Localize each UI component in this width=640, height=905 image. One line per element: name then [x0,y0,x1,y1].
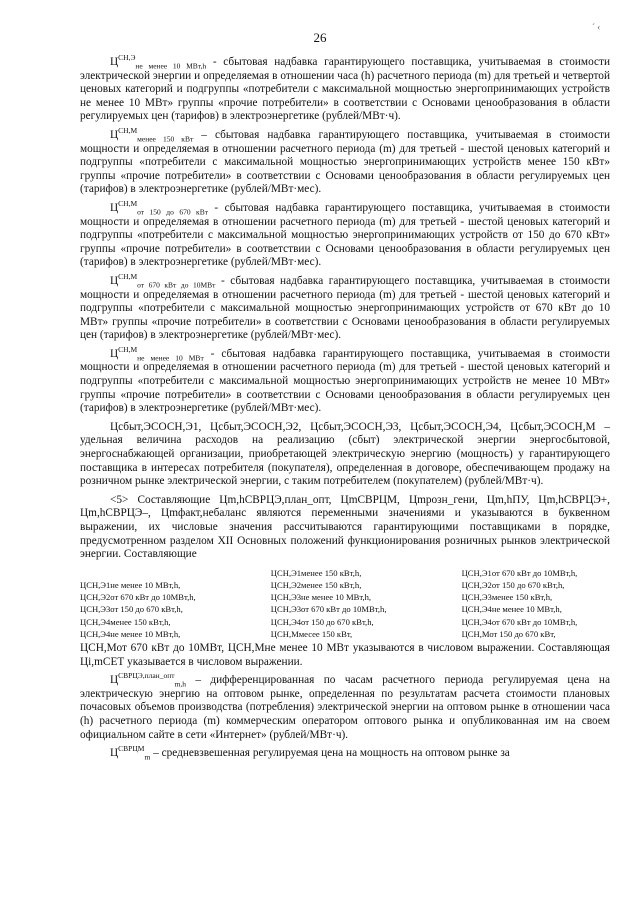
variable-symbols: Цm,hСВРЦЭ,план_опт, ЦmСВРЦМ, Цmрозн_гени, Цm,hПУ, Цm,hСВРЦЭ+, Цm,hСВРЦЭ–, Цmфакт,небаланс [80,493,611,520]
component-symbol-grid [80,567,610,640]
grid-cell: ЦСН,Э2от 670 кВт до 10МВт,h, [80,592,196,603]
grid-cell: ЦСН,Э1менее 150 кВт,h, [270,567,362,578]
grid-cell: ЦСН,Э3от 150 до 670 кВт,h, [80,604,183,615]
grid-cell: ЦСН,Э1от 670 кВт до 10МВт,h, [461,567,578,578]
definition-paragraph: $Ц^{СВРЦМ}_m$ – средневзвешенная регулируемая цена на мощность на оптовом рынке за [110,744,510,762]
grid-cell: ЦСН,Э3менее 150 кВт,h, [461,592,553,603]
grid-cell: ЦСН,Э2от 150 до 670 кВт,h, [461,579,565,590]
grid-cell: ЦСН,Э4от 150 до 670 кВт,h, [270,616,374,627]
grid-cell: ЦСН,Ммесее 150 кВт, [270,628,353,639]
page-body [80,53,611,766]
sbyt-symbols: Цсбыт,ЭСОСН,Э1, Цсбыт,ЭСОСН,Э2, Цсбыт,ЭСОСН,Э3, Цсбыт,ЭСОСН,Э4, Цсбыт,ЭСОСН,М [110,420,596,433]
grid-tail-paragraph: ЦСН,Мот 670 кВт до 10МВт, ЦСН,Мне менее 10 МВт указываются в числовом выражении. Составляющая Цi,mСЕТ указывается в числовом выражении. [80,642,610,668]
corner-mark: ´ ‹ [592,22,601,32]
definition-paragraph: $Ц^{СВРЦЭ,план\_опт}_{m,h}$ – дифференцированная по часам расчетного периода регулируемая цена на электрическую энергию на оптовом рынке, определенная по результатам расчета стоимости плановых почасовых объемов производства (потребления) электрической энергии на оптовом рынке в отношении часа (h) расчетного периода (m) коммерческим оператором оптового рынка и опубликованная им на своем официальном сайте в сети «Интернет» (рублей/МВт·ч). [80,671,610,741]
grid-cell: ЦСН,Э2менее 150 кВт,h, [270,579,362,590]
definition-paragraph: $Ц^{СН,Э}_{не менее 10 МВт,h}$ - сбытовая надбавка гарантирующего поставщика, учитываемая в стоимости электрической энергии и определяемая в отношении часа (h) расчетного периода (m) для третьей и четвертой ценовых категорий и подгруппы «потребители с максимальной мощностью энергопринимающих устройств не менее 10 МВт» группы «прочие потребители» в соответствии с Основами ценообразования в области регулируемых цен (тарифов) в электроэнергетике (рублей/МВт·ч). [80,53,610,123]
page-number: 26 [313,30,327,45]
grid-cell: ЦСН,Э4от 670 кВт до 10МВт,h, [461,616,578,627]
definition-paragraph: $Ц^{СН,М}_{от 670 кВт до 10МВт}$ - сбытовая надбавка гарантирующего поставщика, учитываемая в стоимости мощности и определяемая в отношении расчетного периода (m) для третьей - шестой ценовых категорий и подгруппы «потребители с максимальной мощностью энергопринимающих устройств от 670 кВт до 10 МВт» группы «прочие потребители» в соответствии с Основами ценообразования в области регулируемых цен (тарифов) в электроэнергетике (рублей/МВт·мес). [80,272,610,342]
definition-paragraph: $Ц^{СН,М}_{менее 150 кВт}$ – сбытовая надбавка гарантирующего поставщика, учитываемая в стоимости мощности и определяемая в отношении расчетного периода (m) для третьей - шестой ценовых категорий и подгруппы «потребители с максимальной мощностью энергопринимающих устройств менее 150 кВт» группы «прочие потребители» в соответствии с Основами ценообразования в области регулируемых цен (тарифов) в электроэнергетике (рублей/МВт·мес). [80,126,611,196]
grid-cell: ЦСН,Э3не менее 10 МВт,h, [270,592,372,603]
grid-cell: ЦСН,Э4не менее 10 МВт,h, [461,604,562,615]
grid-cell: ЦСН,Э1не менее 10 МВт,h, [80,579,181,590]
definition-paragraph: $Ц^{СН,М}_{от 150 до 670 кВт}$ - сбытовая надбавка гарантирующего поставщика, учитываемая в стоимости мощности и определяемая в отношении расчетного периода (m) для третьей - шестой ценовых категорий и подгруппы «потребители с максимальной мощностью энергопринимающих устройств от 150 до 670 кВт» группы «прочие потребители» в соответствии с Основами ценообразования в области регулируемых цен (тарифов) в электроэнергетике (рублей/МВт·мес). [80,199,610,269]
grid-cell: ЦСН,Мот 150 до 670 кВт, [461,628,556,639]
section-5-paragraph: <5> Составляющие Цm,hСВРЦЭ,план_опт, ЦmСВРЦМ, Цmрозн_гени, Цm,hПУ, Цm,hСВРЦЭ+, Цm,hСВРЦЭ–, Цmфакт,небаланс являются переменными значениями и указываются в буквенном выражении, их числовые значения рассчитываются гарантирующими поставщиками в порядке, предусмотренном разделом XII Основных положений функционирования розничных рынков электрической энергии. Составляющие [80,493,611,561]
grid-cell: ЦСН,Э4не менее 10 МВт,h, [80,628,181,639]
grid-cell: ЦСН,Э3от 670 кВт до 10МВт,h, [270,604,387,615]
grid-cell: ЦСН,Э4менее 150 кВт,h, [80,616,171,627]
sbyt-paragraph: Цсбыт,ЭСОСН,Э1, Цсбыт,ЭСОСН,Э2, Цсбыт,ЭСОСН,Э3, Цсбыт,ЭСОСН,Э4, Цсбыт,ЭСОСН,М – удельная величина расходов на реализацию (сбыт) электрической энергии энергосбытовой, энергоснабжающей организации, приобретающей электрическую энергию (мощность) у гарантирующего поставщика в интересах потребителя (покупателя), определенная в договоре, обеспечивающем продажу на розничном рынке электрической энергии, с таким потребителем (покупателем) (рублей/МВт·ч). [80,420,610,488]
grid-cell [80,567,271,579]
tail-symbols: ЦСН,Мот 670 кВт до 10МВт, ЦСН,Мне менее 10 МВт [80,642,349,654]
definition-paragraph: $Ц^{СН,М}_{не менее 10 МВт}$ - сбытовая надбавка гарантирующего поставщика, учитываемая в стоимости мощности и определяемая в отношении расчетного периода (m) для третьей - шестой ценовых категорий и подгруппы «потребители с максимальной мощностью энергопринимающих устройств не менее 10 МВт» группы «прочие потребители» в соответствии с Основами ценообразования в области регулируемых цен (тарифов) в электроэнергетике (рублей/МВт·мес). [80,345,610,415]
